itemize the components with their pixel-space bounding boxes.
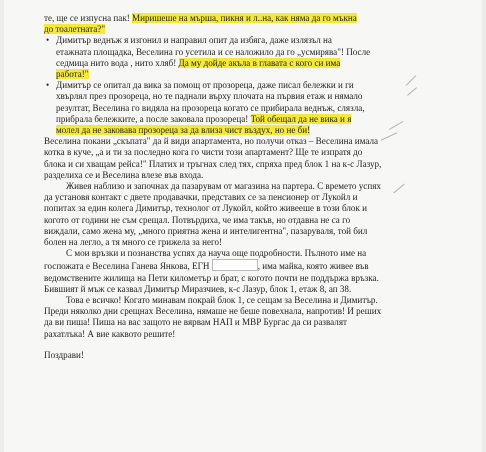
bullet-item-escape <box>44 35 464 80</box>
text-line: Живея наблизо и започнах да пазарувам от магазина на партера. С времето успях <box>66 181 381 192</box>
highlighted-text: работа!" <box>56 69 89 80</box>
text-line: разделиха се и Веселина влезе във входа. <box>44 169 204 180</box>
text-line: хвърлял през прозореца, но те паднали върху плочата на първия етаж и нямало <box>56 91 363 102</box>
paragraph-closing <box>44 295 464 340</box>
bullet-item-window <box>44 80 464 136</box>
text-line: Веселина покани „скъпата" да й види апартамента, но получи отказ – Веселина имала <box>44 136 379 147</box>
redacted-box <box>212 259 258 271</box>
text-line: прибрала бележките, а после заковала прозореца! <box>56 113 251 124</box>
paragraph-invitation <box>44 136 464 181</box>
text-line: Димитър веднъж я изгонил и направил опит да избяга, даже излязъл на <box>56 35 332 46</box>
text-line: Преди няколко дни срещнах Веселина, нямаше не беше повехнала, напротив! И реших <box>44 306 382 317</box>
text-line: Поздрави! <box>44 349 84 360</box>
text-line: ведомствените жилища на Пети километър и брат, с когото почти не поддържа връзка. <box>44 272 379 283</box>
text-line: когото от години не съм срещал. Потвърдиха, че има такъв, но отдавна не са го <box>44 214 351 225</box>
text-line: С мои връзки и познанства успях да науча още подробности. Пълното име на <box>66 248 367 259</box>
text-line: Димитър се опитал да вика за помощ от прозореца, даже писал бележки и ги <box>56 80 354 91</box>
scanned-page <box>4 0 482 452</box>
text-line: Бившият й мъж се казвал Димитър Миразчиев, к-с Лазур, блок 1, етаж 8, ап 38. <box>44 283 352 294</box>
text-line: седмица нито вода , нито хляб! <box>56 57 179 68</box>
highlighted-text: молел да не заковава прозореца за да влиза чист въздух, но не би! <box>56 125 311 136</box>
text-line: госпожата е Веселина Ганева Янкова, ЕГН <box>44 261 212 272</box>
text-line: , има майка, която живее във <box>257 261 369 272</box>
text-line: рахатлъка! А вие каквото решите! <box>44 328 176 339</box>
highlighted-text: до тоалетната?" <box>44 24 106 35</box>
text-line: котка в куче, „а и ти за последно кога го чисти този апартамент? Ще те изпратя до <box>44 147 363 158</box>
text-line: да установя контакт с двете продавачки, представих се за пенсионер от Лукойл и <box>44 192 358 203</box>
paragraph-shop <box>44 181 464 248</box>
sign-off <box>44 350 464 361</box>
text-line: Това е всичко! Когато минавам покрай блок 1, се сещам за Веселина и Димитър. <box>66 295 378 306</box>
text-line: те, ще се изпусна пак! <box>44 13 133 23</box>
bullet-icon: • <box>46 35 50 46</box>
paragraph-details <box>44 248 464 295</box>
text-line: блока и си хващам рейса!" Платих и тръгнах след тях, спряха пред блок 1 на к-с Лазур, <box>44 158 382 169</box>
text-line: етажната площадка, Веселина го усетила и се наложило да го „усмирява"! После <box>56 46 371 57</box>
bullet-icon: • <box>46 80 50 91</box>
text-line: виждали, само жена му, „много приятна жена и интелигентна", пазаруваля, той бил <box>44 225 368 236</box>
spacer <box>44 340 464 350</box>
text-line: резултат, Веселина го видяла на прозореца когато се прибирала веднъж, слязла, <box>56 102 365 113</box>
text-line: да ви пиша! Пиша на вас защото не вярвам НАП и МВР Бургас да си развалят <box>44 317 347 328</box>
highlighted-text: Да му дойде акъла в главата с кого си има <box>178 57 341 68</box>
highlighted-text: Миришеше на мърша, пикня и л..на, как няма да го мъкна <box>132 13 357 23</box>
highlighted-text: Той обещал да не вика и я <box>250 113 352 124</box>
text-line: болен на легло, а тя много се грижела за него! <box>44 237 223 248</box>
paragraph-quote-end <box>44 13 464 35</box>
text-line: попитах за един колега Димитър, технолог от Лукойл, който живееше в този блок и <box>44 203 367 214</box>
